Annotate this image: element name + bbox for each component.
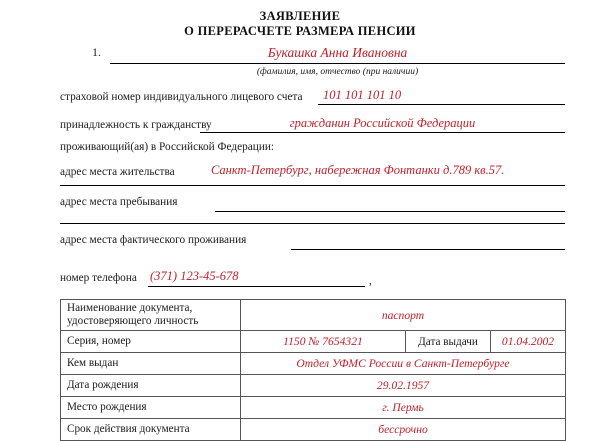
stay-address-rule-bottom (60, 223, 565, 224)
phone-rule (148, 286, 365, 287)
issue-date-value[interactable]: 01.04.2002 (491, 331, 566, 353)
snils-rule (318, 104, 565, 105)
doc-name-value[interactable]: паспорт (241, 300, 566, 331)
snils-label: страховой номер индивидуального лицевого счета (60, 91, 303, 103)
table-row (61, 353, 566, 375)
item-number: 1. (92, 45, 101, 59)
stay-address-label: адрес места пребывания (60, 196, 178, 208)
full-name-value[interactable]: Букашка Анна Ивановна (267, 45, 408, 60)
table-row (61, 419, 566, 441)
phone-trailing-comma: , (369, 275, 372, 287)
birth-date-value[interactable]: 29.02.1957 (241, 375, 566, 397)
full-name-caption: (фамилия, имя, отчество (при наличии) (256, 67, 419, 77)
identity-document-table (60, 299, 566, 441)
series-number-label: Серия, номер (61, 331, 241, 353)
table-row (61, 300, 566, 331)
full-name-rule (110, 63, 565, 64)
issued-by-value[interactable]: Отдел УФМС России в Санкт-Петербурге (241, 353, 566, 375)
validity-value[interactable]: бессрочно (241, 419, 566, 441)
residence-address-label: адрес места жительства (60, 166, 175, 178)
doc-name-label-line-1: Наименование документа, (67, 302, 193, 314)
phone-value[interactable]: (371) 123-45-678 (150, 269, 239, 283)
issued-by-label: Кем выдан (61, 353, 241, 375)
citizenship-value[interactable]: гражданин Российской Федерации (289, 116, 476, 130)
phone-label: номер телефона (60, 272, 137, 284)
snils-value[interactable]: 101 101 101 10 (323, 88, 402, 102)
birth-place-value[interactable]: г. Пермь (241, 397, 566, 419)
title-line-2: О ПЕРЕРАСЧЕТЕ РАЗМЕРА ПЕНСИИ (184, 24, 416, 38)
citizenship-rule (200, 132, 565, 133)
series-number-value[interactable]: 1150 № 7654321 (241, 331, 406, 353)
citizenship-label: принадлежность к гражданству (60, 119, 212, 131)
table-row (61, 375, 566, 397)
page-title (0, 9, 600, 39)
residence-address-value[interactable]: Санкт-Петербург, набережная Фонтанки д.789 кв.57. (211, 163, 505, 177)
actual-address-rule (291, 249, 565, 250)
validity-label: Срок действия документа (61, 419, 241, 441)
residing-label: проживающий(ая) в Российской Федерации: (60, 141, 275, 153)
residence-address-rule (60, 185, 565, 186)
issue-date-label: Дата выдачи (406, 331, 491, 353)
doc-name-label-line-2: удостоверяющего личность (67, 315, 199, 327)
title-line-1: ЗАЯВЛЕНИЕ (259, 9, 341, 23)
birth-place-label: Место рождения (61, 397, 241, 419)
table-row (61, 331, 566, 353)
stay-address-rule (215, 211, 565, 212)
table-row (61, 397, 566, 419)
doc-name-label (61, 300, 241, 331)
birth-date-label: Дата рождения (61, 375, 241, 397)
actual-address-label: адрес места фактического проживания (60, 234, 247, 246)
